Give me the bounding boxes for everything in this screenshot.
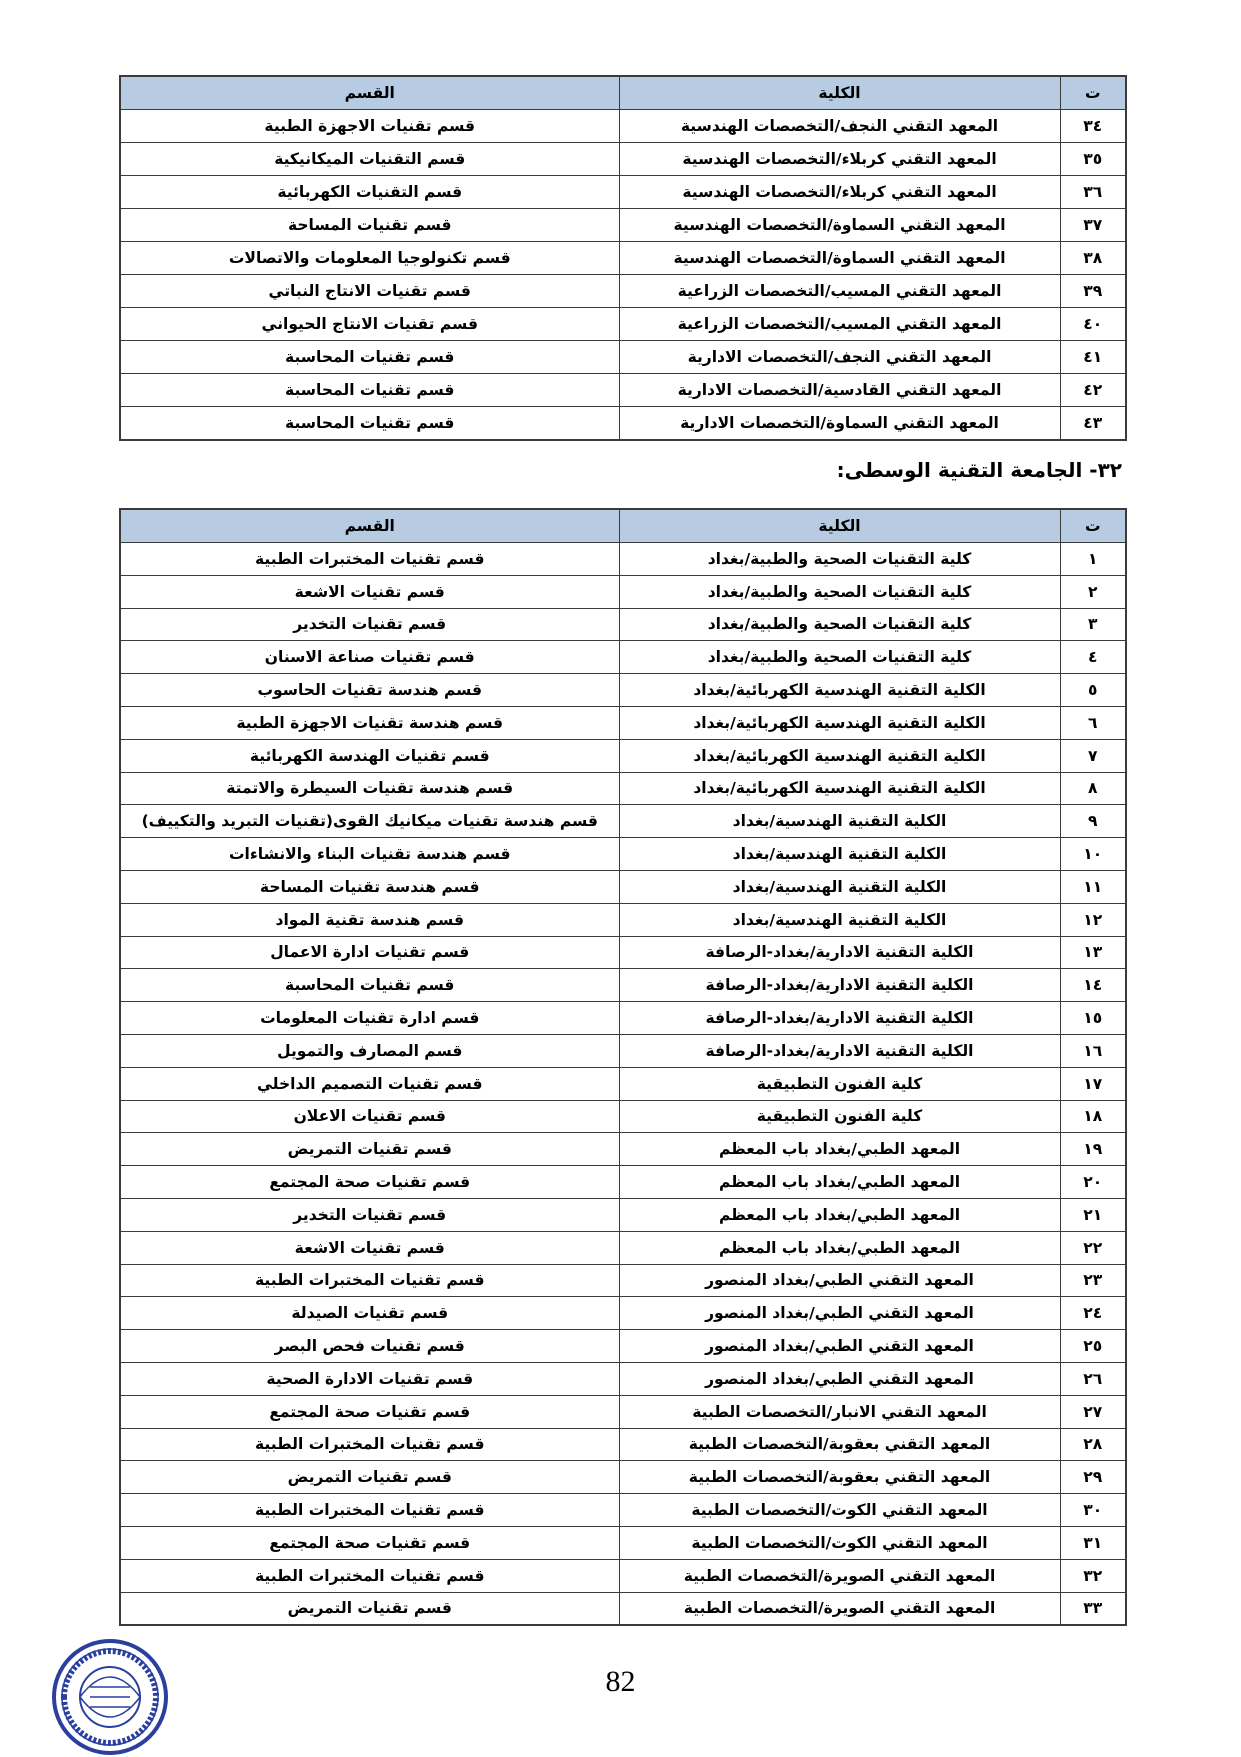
cell-department: قسم تقنيات الهندسة الكهربائية [120, 739, 619, 772]
table-row [120, 308, 1126, 341]
cell-num: ٢٢ [1060, 1231, 1126, 1264]
cell-num: ١٨ [1060, 1100, 1126, 1133]
table-row [120, 1002, 1126, 1035]
cell-num: ٢٨ [1060, 1428, 1126, 1461]
table-row [120, 1494, 1126, 1527]
cell-num: ٣٥ [1060, 143, 1126, 176]
cell-num: ٣ [1060, 608, 1126, 641]
table-row [120, 374, 1126, 407]
cell-department: قسم تقنيات الانتاج النباتي [120, 275, 619, 308]
table-row [120, 641, 1126, 674]
cell-college: المعهد الطبي/بغداد باب المعظم [619, 1198, 1060, 1231]
table-row [120, 1330, 1126, 1363]
cell-department: قسم تقنيات الاعلان [120, 1100, 619, 1133]
cell-department: قسم تقنيات المحاسبة [120, 341, 619, 374]
cell-college: الكلية التقنية الهندسية/بغداد [619, 903, 1060, 936]
cell-department: قسم تقنيات الادارة الصحية [120, 1362, 619, 1395]
header-college: الكلية [619, 509, 1060, 543]
cell-college: المعهد التقني الكوت/التخصصات الطبية [619, 1494, 1060, 1527]
cell-college: المعهد التقني الصويرة/التخصصات الطبية [619, 1559, 1060, 1592]
cell-department: قسم تكنولوجيا المعلومات والاتصالات [120, 242, 619, 275]
cell-num: ٢٦ [1060, 1362, 1126, 1395]
cell-department: قسم هندسة تقنيات المساحة [120, 870, 619, 903]
cell-num: ٣٦ [1060, 176, 1126, 209]
table-row [120, 1034, 1126, 1067]
cell-department: قسم هندسة تقنيات الاجهزة الطبية [120, 706, 619, 739]
cell-department: قسم هندسة تقنيات الحاسوب [120, 674, 619, 707]
cell-college: المعهد التقني الطبي/بغداد المنصور [619, 1264, 1060, 1297]
cell-num: ٦ [1060, 706, 1126, 739]
official-seal-icon [50, 1637, 170, 1757]
cell-num: ٤٢ [1060, 374, 1126, 407]
cell-college: الكلية التقنية الادارية/بغداد-الرصافة [619, 1034, 1060, 1067]
cell-department: قسم تقنيات المساحة [120, 209, 619, 242]
cell-department: قسم هندسة تقنيات السيطرة والاتمتة [120, 772, 619, 805]
table-row [120, 1198, 1126, 1231]
table-row [120, 143, 1126, 176]
cell-num: ١٦ [1060, 1034, 1126, 1067]
cell-department: قسم هندسة تقنيات البناء والانشاءات [120, 838, 619, 871]
cell-college: الكلية التقنية الهندسية الكهربائية/بغداد [619, 739, 1060, 772]
table-row [120, 242, 1126, 275]
cell-department: قسم تقنيات التمريض [120, 1592, 619, 1625]
cell-num: ٥ [1060, 674, 1126, 707]
table-row [120, 1166, 1126, 1199]
cell-college: المعهد الطبي/بغداد باب المعظم [619, 1231, 1060, 1264]
cell-num: ٣٤ [1060, 110, 1126, 143]
cell-college: الكلية التقنية الهندسية/بغداد [619, 870, 1060, 903]
table-row [120, 1526, 1126, 1559]
cell-college: كلية الفنون التطبيقية [619, 1100, 1060, 1133]
cell-college: المعهد التقني الطبي/بغداد المنصور [619, 1297, 1060, 1330]
cell-department: قسم تقنيات الاشعة [120, 575, 619, 608]
cell-college: المعهد التقني المسيب/التخصصات الزراعية [619, 308, 1060, 341]
table-row [120, 543, 1126, 576]
cell-college: المعهد التقني الطبي/بغداد المنصور [619, 1330, 1060, 1363]
cell-college: الكلية التقنية الهندسية الكهربائية/بغداد [619, 674, 1060, 707]
cell-num: ١٤ [1060, 969, 1126, 1002]
table-a [119, 75, 1127, 441]
cell-num: ١٧ [1060, 1067, 1126, 1100]
header-num: ت [1060, 76, 1126, 110]
table-b [119, 508, 1127, 1626]
table-row [120, 341, 1126, 374]
cell-department: قسم التقنيات الكهربائية [120, 176, 619, 209]
cell-department: قسم ادارة تقنيات المعلومات [120, 1002, 619, 1035]
cell-college: المعهد التقني النجف/التخصصات الادارية [619, 341, 1060, 374]
table-row [120, 772, 1126, 805]
cell-department: قسم تقنيات المختبرات الطبية [120, 543, 619, 576]
cell-college: المعهد التقني النجف/التخصصات الهندسية [619, 110, 1060, 143]
cell-department: قسم التقنيات الميكانيكية [120, 143, 619, 176]
cell-num: ٤ [1060, 641, 1126, 674]
cell-college: الكلية التقنية الهندسية/بغداد [619, 838, 1060, 871]
cell-num: ٣٣ [1060, 1592, 1126, 1625]
cell-num: ١٠ [1060, 838, 1126, 871]
table-header-row [120, 76, 1126, 110]
table-row [120, 903, 1126, 936]
cell-num: ٢٥ [1060, 1330, 1126, 1363]
cell-department: قسم هندسة تقنية المواد [120, 903, 619, 936]
cell-num: ٧ [1060, 739, 1126, 772]
cell-department: قسم تقنيات المختبرات الطبية [120, 1494, 619, 1527]
cell-num: ٣١ [1060, 1526, 1126, 1559]
section-heading: ٣٢- الجامعة التقنية الوسطى: [836, 458, 1122, 482]
cell-college: الكلية التقنية الهندسية/بغداد [619, 805, 1060, 838]
cell-num: ١٩ [1060, 1133, 1126, 1166]
table-row [120, 209, 1126, 242]
cell-college: كلية التقنيات الصحية والطبية/بغداد [619, 608, 1060, 641]
table-row [120, 176, 1126, 209]
cell-college: كلية التقنيات الصحية والطبية/بغداد [619, 575, 1060, 608]
cell-college: الكلية التقنية الادارية/بغداد-الرصافة [619, 1002, 1060, 1035]
cell-department: قسم تقنيات المختبرات الطبية [120, 1264, 619, 1297]
cell-college: المعهد التقني كربلاء/التخصصات الهندسية [619, 143, 1060, 176]
table-row [120, 1428, 1126, 1461]
cell-college: المعهد التقني الطبي/بغداد المنصور [619, 1362, 1060, 1395]
table-row [120, 870, 1126, 903]
cell-college: المعهد التقني الكوت/التخصصات الطبية [619, 1526, 1060, 1559]
cell-num: ٢ [1060, 575, 1126, 608]
cell-department: قسم تقنيات الاشعة [120, 1231, 619, 1264]
cell-college: المعهد التقني السماوة/التخصصات الهندسية [619, 209, 1060, 242]
table-row [120, 608, 1126, 641]
cell-department: قسم تقنيات التصميم الداخلي [120, 1067, 619, 1100]
cell-college: كلية التقنيات الصحية والطبية/بغداد [619, 641, 1060, 674]
cell-num: ١١ [1060, 870, 1126, 903]
cell-college: المعهد التقني الصويرة/التخصصات الطبية [619, 1592, 1060, 1625]
table-row [120, 805, 1126, 838]
table-row [120, 739, 1126, 772]
cell-department: قسم تقنيات الصيدلة [120, 1297, 619, 1330]
cell-college: المعهد التقني بعقوبة/التخصصات الطبية [619, 1461, 1060, 1494]
cell-num: ٣٢ [1060, 1559, 1126, 1592]
cell-department: قسم تقنيات المختبرات الطبية [120, 1428, 619, 1461]
cell-department: قسم تقنيات التمريض [120, 1461, 619, 1494]
header-college: الكلية [619, 76, 1060, 110]
cell-department: قسم تقنيات المحاسبة [120, 407, 619, 441]
table-row [120, 674, 1126, 707]
cell-num: ٤١ [1060, 341, 1126, 374]
cell-college: المعهد الطبي/بغداد باب المعظم [619, 1166, 1060, 1199]
table-row [120, 1395, 1126, 1428]
cell-department: قسم تقنيات المختبرات الطبية [120, 1559, 619, 1592]
table-row [120, 575, 1126, 608]
cell-college: الكلية التقنية الهندسية الكهربائية/بغداد [619, 772, 1060, 805]
cell-department: قسم تقنيات صناعة الاسنان [120, 641, 619, 674]
table-row [120, 969, 1126, 1002]
cell-num: ٣٧ [1060, 209, 1126, 242]
cell-college: المعهد الطبي/بغداد باب المعظم [619, 1133, 1060, 1166]
header-department: القسم [120, 76, 619, 110]
table-row [120, 1133, 1126, 1166]
table-row [120, 1100, 1126, 1133]
cell-num: ٨ [1060, 772, 1126, 805]
cell-college: الكلية التقنية الادارية/بغداد-الرصافة [619, 969, 1060, 1002]
cell-department: قسم تقنيات صحة المجتمع [120, 1395, 619, 1428]
cell-department: قسم تقنيات المحاسبة [120, 969, 619, 1002]
cell-department: قسم تقنيات صحة المجتمع [120, 1526, 619, 1559]
cell-num: ١٢ [1060, 903, 1126, 936]
table-row [120, 1362, 1126, 1395]
cell-department: قسم هندسة تقنيات ميكانيك القوى(تقنيات التبريد والتكييف) [120, 805, 619, 838]
table-row [120, 407, 1126, 441]
cell-num: ٢٧ [1060, 1395, 1126, 1428]
header-num: ت [1060, 509, 1126, 543]
table-row [120, 1264, 1126, 1297]
table-row [120, 1231, 1126, 1264]
cell-college: المعهد التقني الانبار/التخصصات الطبية [619, 1395, 1060, 1428]
cell-department: قسم تقنيات المحاسبة [120, 374, 619, 407]
cell-college: المعهد التقني السماوة/التخصصات الادارية [619, 407, 1060, 441]
cell-department: قسم تقنيات التخدير [120, 608, 619, 641]
table-row [120, 1461, 1126, 1494]
cell-num: ٤٣ [1060, 407, 1126, 441]
cell-num: ٩ [1060, 805, 1126, 838]
table-row [120, 1297, 1126, 1330]
cell-num: ١٥ [1060, 1002, 1126, 1035]
cell-college: المعهد التقني المسيب/التخصصات الزراعية [619, 275, 1060, 308]
table-header-row [120, 509, 1126, 543]
cell-num: ٣٩ [1060, 275, 1126, 308]
cell-department: قسم تقنيات الانتاج الحيواني [120, 308, 619, 341]
cell-college: المعهد التقني القادسية/التخصصات الادارية [619, 374, 1060, 407]
cell-department: قسم تقنيات ادارة الاعمال [120, 936, 619, 969]
cell-college: المعهد التقني بعقوبة/التخصصات الطبية [619, 1428, 1060, 1461]
cell-num: ٢١ [1060, 1198, 1126, 1231]
cell-college: كلية التقنيات الصحية والطبية/بغداد [619, 543, 1060, 576]
cell-num: ٢٣ [1060, 1264, 1126, 1297]
cell-num: ١٣ [1060, 936, 1126, 969]
table-row [120, 838, 1126, 871]
table-row [120, 1067, 1126, 1100]
cell-college: كلية الفنون التطبيقية [619, 1067, 1060, 1100]
cell-num: ٤٠ [1060, 308, 1126, 341]
table-row [120, 275, 1126, 308]
table-row [120, 1592, 1126, 1625]
cell-department: قسم تقنيات التمريض [120, 1133, 619, 1166]
cell-department: قسم تقنيات فحص البصر [120, 1330, 619, 1363]
table-row [120, 1559, 1126, 1592]
cell-college: الكلية التقنية الادارية/بغداد-الرصافة [619, 936, 1060, 969]
cell-num: ٣٨ [1060, 242, 1126, 275]
table-row [120, 706, 1126, 739]
cell-department: قسم المصارف والتمويل [120, 1034, 619, 1067]
cell-college: المعهد التقني السماوة/التخصصات الهندسية [619, 242, 1060, 275]
cell-num: ٢٤ [1060, 1297, 1126, 1330]
cell-num: ٢٩ [1060, 1461, 1126, 1494]
cell-department: قسم تقنيات صحة المجتمع [120, 1166, 619, 1199]
cell-num: ٢٠ [1060, 1166, 1126, 1199]
cell-num: ٣٠ [1060, 1494, 1126, 1527]
table-row [120, 936, 1126, 969]
cell-department: قسم تقنيات التخدير [120, 1198, 619, 1231]
cell-num: ١ [1060, 543, 1126, 576]
page-number: 82 [605, 1665, 636, 1698]
header-department: القسم [120, 509, 619, 543]
table-row [120, 110, 1126, 143]
cell-department: قسم تقنيات الاجهزة الطبية [120, 110, 619, 143]
cell-college: المعهد التقني كربلاء/التخصصات الهندسية [619, 176, 1060, 209]
cell-college: الكلية التقنية الهندسية الكهربائية/بغداد [619, 706, 1060, 739]
